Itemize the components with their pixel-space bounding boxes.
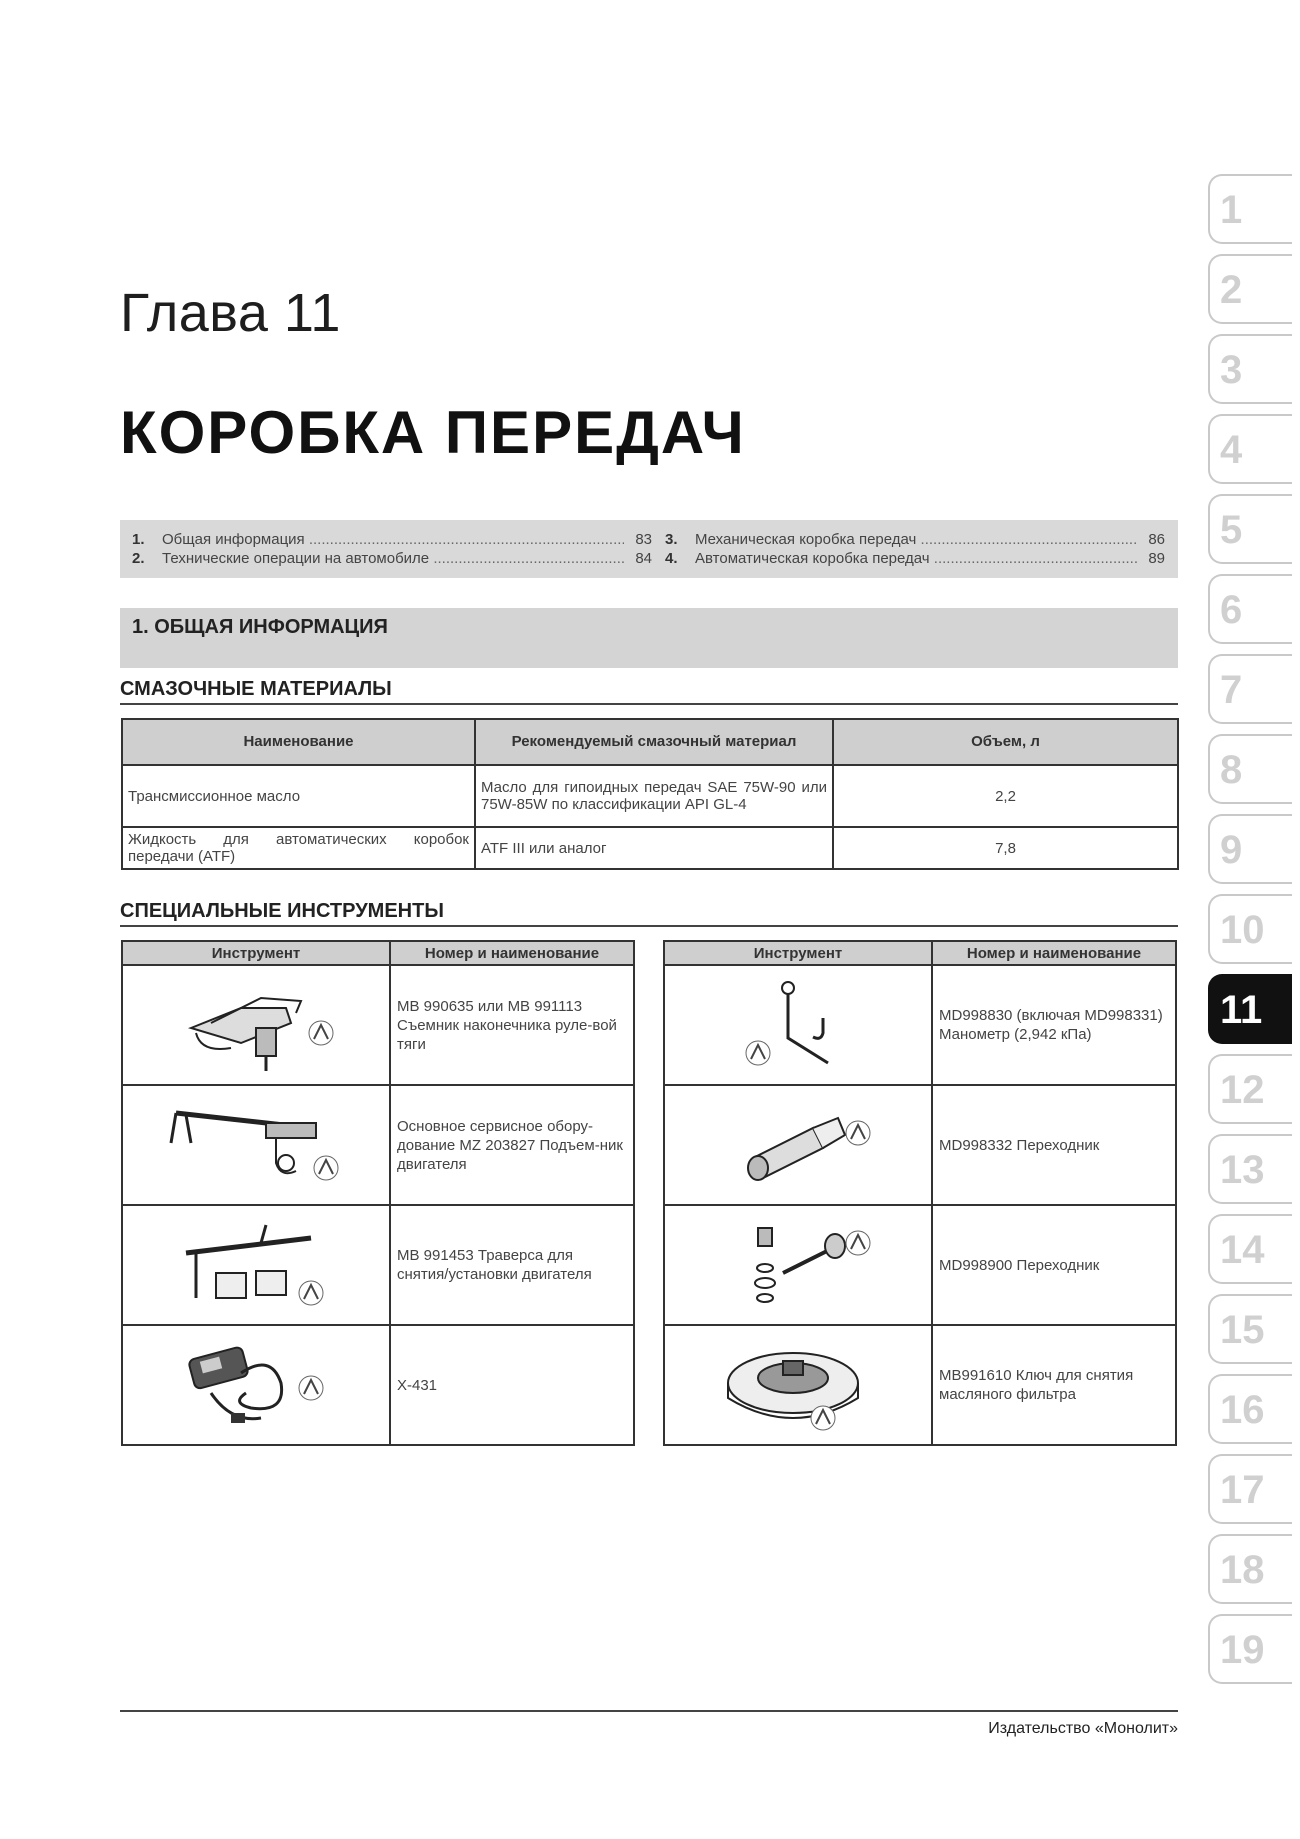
- toc-item[interactable]: 3. Механическая коробка передач ..... 86: [665, 530, 1165, 549]
- tool-image-cell: [664, 965, 932, 1085]
- lubricants-heading: СМАЗОЧНЫЕ МАТЕРИАЛЫ: [120, 678, 392, 700]
- adapter-icon: [713, 1093, 883, 1193]
- tool-image-cell: [122, 1085, 390, 1205]
- tool-image-cell: [664, 1205, 932, 1325]
- pressure-gauge-icon: [713, 973, 883, 1073]
- table-header-row: [664, 941, 1176, 965]
- tool-description: MB 990635 или MB 991113 Съемник наконечника руле-вой тяги: [390, 965, 634, 1085]
- column-header: Инструмент: [122, 941, 390, 965]
- chapter-tab[interactable]: 5: [1208, 494, 1292, 564]
- divider: [120, 703, 1178, 705]
- lubricants-table: [121, 718, 1179, 870]
- table-row: [664, 1085, 1176, 1205]
- chapter-tab[interactable]: 4: [1208, 414, 1292, 484]
- chapter-title: КОРОБКА ПЕРЕДАЧ: [120, 399, 746, 466]
- toc-item[interactable]: 4. Автоматическая коробка передач ..... 89: [665, 549, 1165, 568]
- tool-description: MB 991453 Траверса для снятия/установки двигателя: [390, 1205, 634, 1325]
- tools-heading: СПЕЦИАЛЬНЫЕ ИНСТРУМЕНТЫ: [120, 900, 444, 922]
- chapter-tab[interactable]: 13: [1208, 1134, 1292, 1204]
- tie-rod-puller-icon: [171, 973, 341, 1073]
- chapter-tab[interactable]: 9: [1208, 814, 1292, 884]
- toc-item[interactable]: 1. Общая информация ..... 83: [132, 530, 652, 549]
- chapter-tab[interactable]: 19: [1208, 1614, 1292, 1684]
- chapter-tab-active[interactable]: 11: [1208, 974, 1292, 1044]
- chapter-tab[interactable]: 17: [1208, 1454, 1292, 1524]
- engine-lift-icon: [161, 1093, 351, 1193]
- table-cell: Масло для гипоидных передач SAE 75W-90 или 75W-85W по классификации API GL-4: [475, 765, 833, 827]
- column-header: Номер и наименование: [390, 941, 634, 965]
- table-row: [122, 1205, 634, 1325]
- chapter-tab[interactable]: 12: [1208, 1054, 1292, 1124]
- table-row: [122, 1085, 634, 1205]
- column-header: Рекомендуемый смазочный материал: [475, 719, 833, 765]
- table-row: [122, 965, 634, 1085]
- chapter-tab[interactable]: 7: [1208, 654, 1292, 724]
- tools-table-right: [663, 940, 1177, 1446]
- chapter-tab[interactable]: 6: [1208, 574, 1292, 644]
- chapter-tab[interactable]: 3: [1208, 334, 1292, 404]
- chapter-tab[interactable]: 14: [1208, 1214, 1292, 1284]
- table-cell: 2,2: [833, 765, 1178, 827]
- divider: [120, 925, 1178, 927]
- tool-description: MD998830 (включая MD998331) Манометр (2,942 кПа): [932, 965, 1176, 1085]
- chapter-tab[interactable]: 18: [1208, 1534, 1292, 1604]
- table-row: [122, 1325, 634, 1445]
- table-row: [664, 1325, 1176, 1445]
- section-title: 1. ОБЩАЯ ИНФОРМАЦИЯ: [132, 616, 388, 638]
- diagnostic-scanner-icon: [171, 1333, 341, 1433]
- tool-image-cell: [664, 1325, 932, 1445]
- publisher-name: Издательство «Монолит»: [988, 1720, 1178, 1737]
- chapter-tab[interactable]: 1: [1208, 174, 1292, 244]
- tool-description: MD998900 Переходник: [932, 1205, 1176, 1325]
- tool-description: MB991610 Ключ для снятия масляного фильтра: [932, 1325, 1176, 1445]
- toc-item[interactable]: 2. Технические операции на автомобиле ..... 84: [132, 549, 652, 568]
- column-header: Объем, л: [833, 719, 1178, 765]
- table-row: [664, 1205, 1176, 1325]
- table-row: [122, 827, 1178, 869]
- table-row: [664, 965, 1176, 1085]
- tool-description: X-431: [390, 1325, 634, 1445]
- chapter-tab[interactable]: 15: [1208, 1294, 1292, 1364]
- chapter-toc: [120, 520, 1178, 578]
- table-cell: 7,8: [833, 827, 1178, 869]
- column-header: Номер и наименование: [932, 941, 1176, 965]
- table-cell: Жидкость для автоматических коробок передачи (ATF): [122, 827, 475, 869]
- tools-table-left: [121, 940, 635, 1446]
- engine-crossbar-icon: [171, 1213, 341, 1313]
- adapter-hose-icon: [713, 1213, 883, 1313]
- table-row: [122, 765, 1178, 827]
- tool-image-cell: [664, 1085, 932, 1205]
- chapter-tab[interactable]: 16: [1208, 1374, 1292, 1444]
- tool-description: MD998332 Переходник: [932, 1085, 1176, 1205]
- footer-divider: [120, 1710, 1178, 1712]
- oil-filter-wrench-icon: [713, 1333, 883, 1433]
- tool-image-cell: [122, 1205, 390, 1325]
- tool-description: Основное сервисное обору-дование MZ 203827 Подъем-ник двигателя: [390, 1085, 634, 1205]
- chapter-tab[interactable]: 8: [1208, 734, 1292, 804]
- column-header: Инструмент: [664, 941, 932, 965]
- table-header-row: [122, 719, 1178, 765]
- table-cell: ATF III или аналог: [475, 827, 833, 869]
- tool-image-cell: [122, 965, 390, 1085]
- tool-image-cell: [122, 1325, 390, 1445]
- chapter-tab[interactable]: 2: [1208, 254, 1292, 324]
- chapter-label: Глава 11: [120, 283, 341, 343]
- column-header: Наименование: [122, 719, 475, 765]
- table-cell: Трансмиссионное масло: [122, 765, 475, 827]
- chapter-tab[interactable]: 10: [1208, 894, 1292, 964]
- table-header-row: [122, 941, 634, 965]
